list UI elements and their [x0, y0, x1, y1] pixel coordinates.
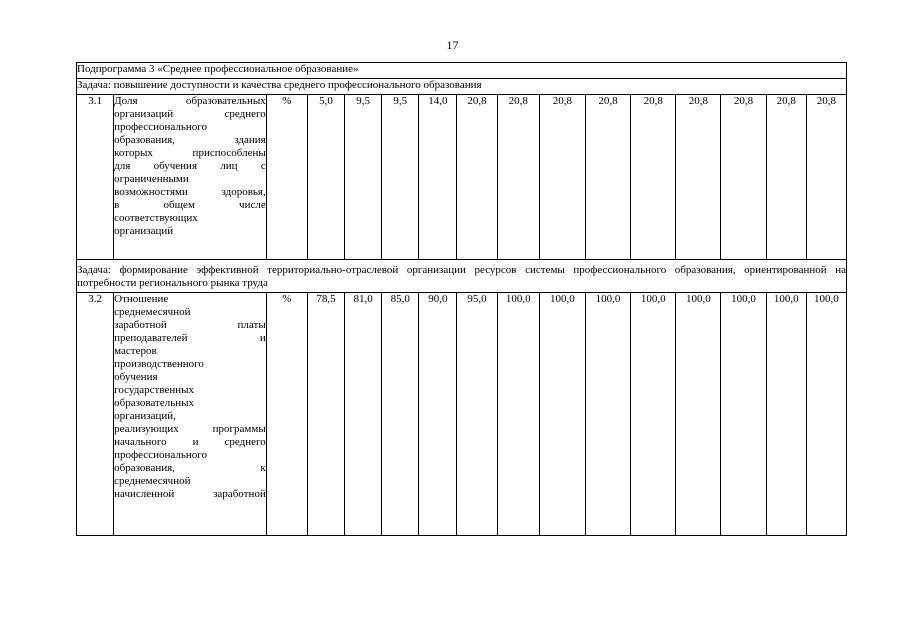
task-row: [77, 260, 847, 293]
indicator-name-line: в общем числе: [114, 199, 266, 211]
subprogram-title: Подпрограмма 3 «Среднее профессиональное образование»: [77, 63, 847, 79]
indicator-value: 100,0: [497, 293, 539, 536]
indicator-value: 78,5: [307, 293, 344, 536]
indicator-value: 20,8: [631, 95, 676, 260]
indicator-name-line: производственного: [114, 358, 204, 370]
indicator-name-line: начального и среднего: [114, 436, 266, 448]
indicator-name-line: мастеров: [114, 345, 157, 357]
indicator-name-line: образования, к: [114, 462, 266, 474]
indicator-name-line: преподавателей и: [114, 332, 266, 344]
indicator-value: 20,8: [497, 95, 539, 260]
indicator-name-line: обучения: [114, 371, 158, 383]
indicator-value: 85,0: [382, 293, 419, 536]
indicator-value: 100,0: [676, 293, 721, 536]
indicator-name-line: профессионального: [114, 449, 207, 461]
indicator-value: 81,0: [345, 293, 382, 536]
indicator-name-line: возможностями здоровья,: [114, 186, 266, 198]
indicator-value: 20,8: [676, 95, 721, 260]
indicator-name-line: образовательных: [114, 397, 195, 409]
indicator-value: 20,8: [721, 95, 766, 260]
indicator-name-line: которых приспособлены: [114, 147, 266, 159]
indicator-number: 3.2: [77, 293, 114, 536]
indicator-name-line: Отношение: [114, 293, 169, 305]
indicator-value: 95,0: [457, 293, 497, 536]
indicator-name-line: реализующих программы: [114, 423, 266, 435]
indicator-number: 3.1: [77, 95, 114, 260]
indicator-name-line: образования, здания: [114, 134, 266, 146]
indicator-value: 9,5: [345, 95, 382, 260]
indicator-name-line: ограниченными: [114, 173, 189, 185]
indicator-name-line: для обучения лиц с: [114, 160, 266, 172]
indicator-value: 100,0: [585, 293, 630, 536]
indicator-name-line: среднемесячной: [114, 306, 191, 318]
indicator-value: 20,8: [766, 95, 806, 260]
task-row: [77, 79, 847, 95]
indicator-name-line: Доля образовательных: [114, 95, 266, 107]
indicator-name-line: среднемесячной: [114, 475, 191, 487]
indicator-value: 5,0: [307, 95, 344, 260]
indicator-value: 20,8: [585, 95, 630, 260]
indicator-name: [114, 293, 267, 536]
indicator-value: 20,8: [539, 95, 585, 260]
indicator-unit: %: [266, 293, 307, 536]
indicator-name: [114, 95, 267, 260]
indicator-value: 100,0: [539, 293, 585, 536]
indicator-name-line: организаций: [114, 225, 174, 237]
indicator-name-line: организаций,: [114, 410, 176, 422]
indicator-name-line: профессионального: [114, 121, 207, 133]
indicator-name-line: начисленной заработной: [114, 488, 266, 500]
task-title: Задача: формирование эффективной территориально-отраслевой организации ресурсов системы профессионального образования, ориентированной на потребности регионального рынка труда: [77, 260, 847, 293]
table-row: [77, 293, 847, 536]
indicator-value: 100,0: [631, 293, 676, 536]
indicator-name-line: заработной платы: [114, 319, 266, 331]
indicator-value: 20,8: [806, 95, 846, 260]
task-title: Задача: повышение доступности и качества среднего профессионального образования: [77, 79, 847, 95]
indicator-value: 9,5: [382, 95, 419, 260]
table-row: [77, 95, 847, 260]
subprogram-row: [77, 63, 847, 79]
indicator-name-line: государственных: [114, 384, 195, 396]
indicators-table: [76, 62, 847, 536]
indicator-value: 20,8: [457, 95, 497, 260]
indicator-unit: %: [266, 95, 307, 260]
indicator-value: 100,0: [766, 293, 806, 536]
indicator-value: 90,0: [419, 293, 457, 536]
indicator-value: 100,0: [721, 293, 766, 536]
indicator-value: 14,0: [419, 95, 457, 260]
indicator-name-line: соответствующих: [114, 212, 198, 224]
indicator-value: 100,0: [806, 293, 846, 536]
page-number: 17: [446, 38, 459, 52]
indicator-name-line: организаций среднего: [114, 108, 266, 120]
